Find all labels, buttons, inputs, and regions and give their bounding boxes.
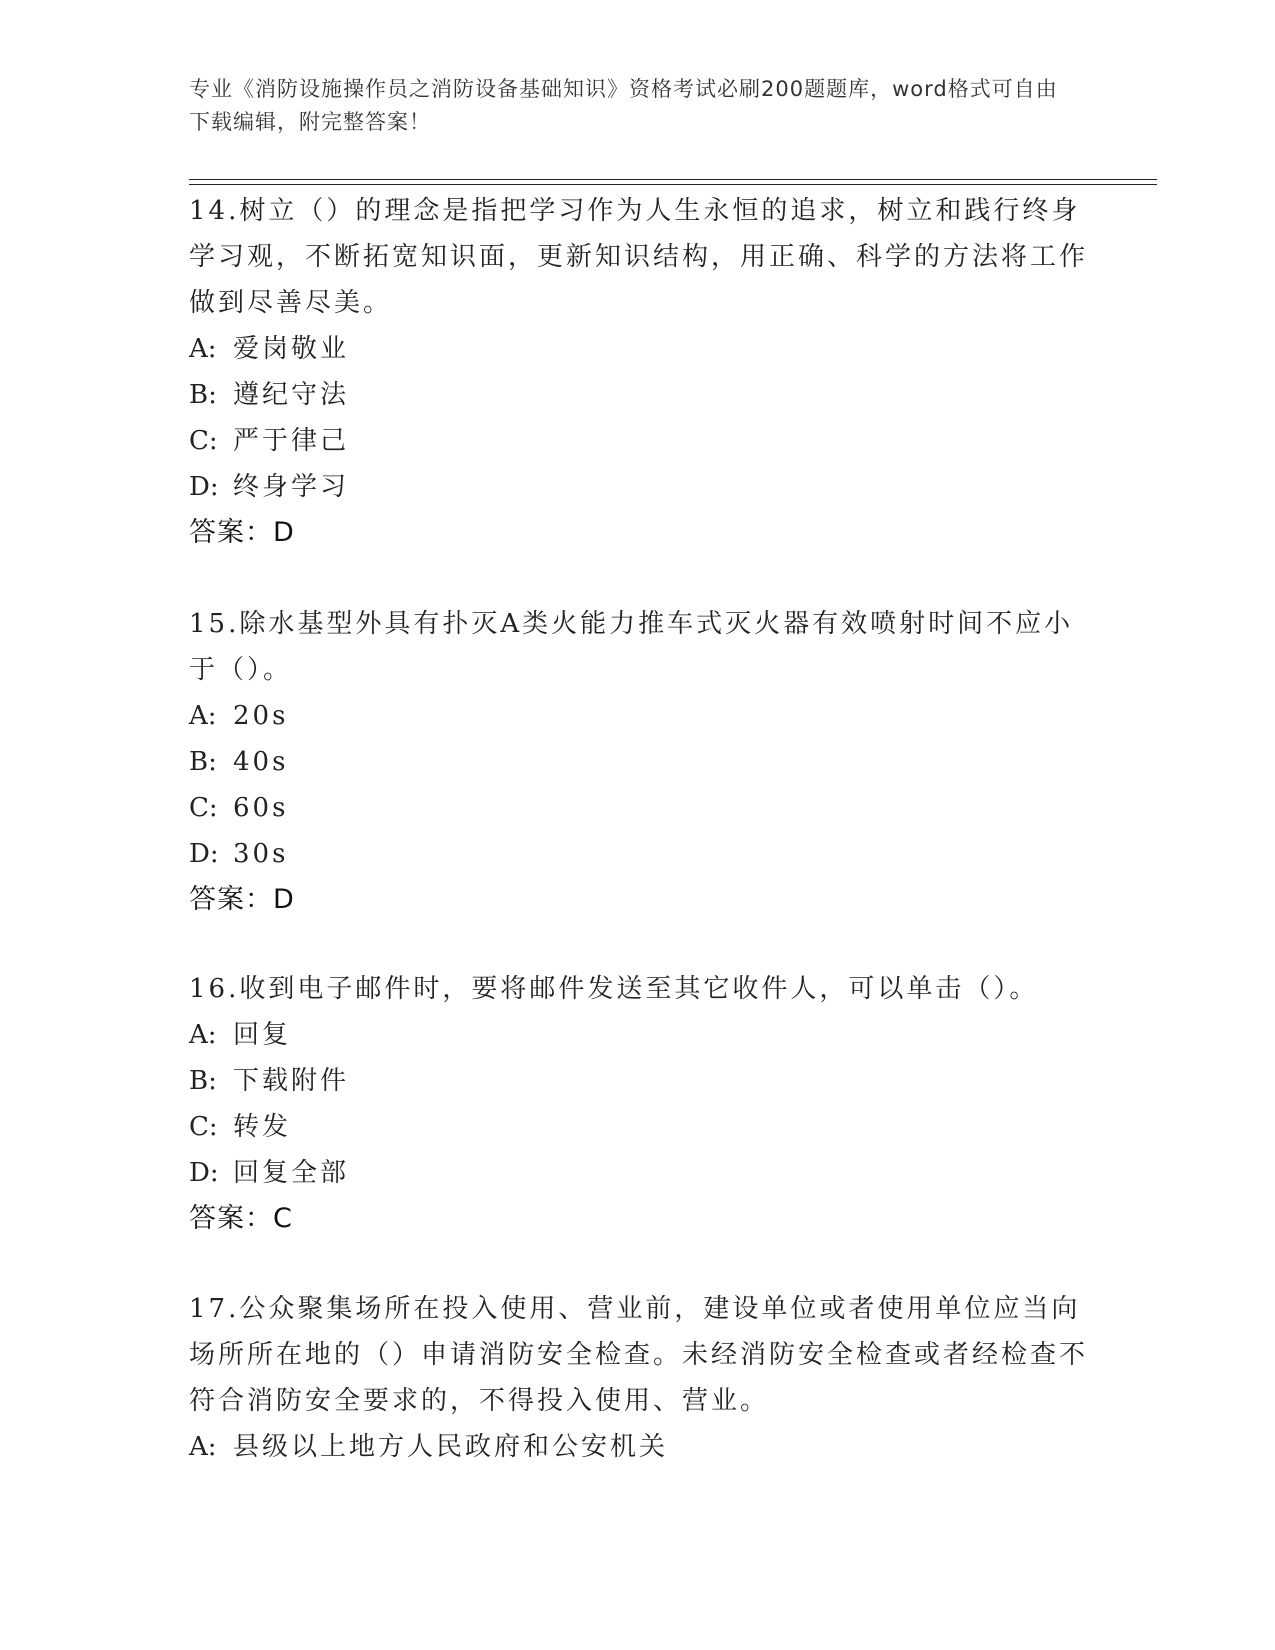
answer: 答案：D	[189, 517, 295, 548]
option-text: 严于律己	[233, 426, 350, 456]
option-a	[189, 693, 1089, 739]
option-key: A:	[189, 1432, 217, 1462]
document-header: 专业《消防设施操作员之消防设备基础知识》资格考试必刷200题题库，word格式可自由下载编辑，附完整答案！	[189, 77, 1058, 134]
option-a	[189, 1424, 1089, 1470]
option-key: C:	[189, 1112, 218, 1142]
option-text: 60s	[233, 793, 289, 823]
option-d	[189, 1150, 1089, 1196]
option-key: A:	[189, 1020, 217, 1050]
answer: 答案：C	[189, 1203, 293, 1234]
option-key: D:	[189, 839, 219, 869]
option-key: C:	[189, 793, 218, 823]
question-stem: 17.公众聚集场所在投入使用、营业前，建设单位或者使用单位应当向场所所在地的（）申请消防安全检查。未经消防安全检查或者经检查不符合消防安全要求的，不得投入使用、营业。	[189, 1294, 1089, 1416]
option-c	[189, 785, 1089, 831]
option-key: B:	[189, 1066, 217, 1096]
option-c	[189, 1104, 1089, 1150]
option-text: 30s	[233, 839, 289, 869]
option-text: 县级以上地方人民政府和公安机关	[233, 1432, 669, 1462]
option-a	[189, 1012, 1089, 1058]
option-d	[189, 831, 1089, 877]
option-text: 遵纪守法	[233, 380, 350, 410]
option-text: 下载附件	[233, 1066, 350, 1096]
option-key: A:	[189, 701, 217, 731]
question-stem: 16.收到电子邮件时，要将邮件发送至其它收件人，可以单击（）。	[189, 974, 1039, 1004]
question-stem: 15.除水基型外具有扑灭A类火能力推车式灭火器有效喷射时间不应小于（）。	[189, 609, 1074, 685]
option-c	[189, 418, 1089, 464]
option-b	[189, 1058, 1089, 1104]
option-key: C:	[189, 426, 218, 456]
question-15	[189, 601, 1089, 923]
option-a	[189, 326, 1089, 372]
option-key: B:	[189, 380, 217, 410]
option-text: 回复全部	[233, 1158, 350, 1188]
option-text: 回复	[233, 1020, 292, 1050]
question-16	[189, 966, 1089, 1242]
option-text: 终身学习	[233, 472, 350, 502]
option-key: B:	[189, 747, 217, 777]
option-key: D:	[189, 1158, 219, 1188]
option-d	[189, 464, 1089, 510]
option-text: 40s	[233, 747, 289, 777]
answer: 答案：D	[189, 884, 295, 915]
option-text: 转发	[233, 1112, 292, 1142]
option-text: 20s	[233, 701, 289, 731]
option-key: A:	[189, 334, 217, 364]
question-14	[189, 188, 1089, 556]
option-key: D:	[189, 472, 219, 502]
question-stem: 14.树立（）的理念是指把学习作为人生永恒的追求，树立和践行终身学习观，不断拓宽知识面，更新知识结构，用正确、科学的方法将工作做到尽善尽美。	[189, 196, 1089, 318]
question-17	[189, 1286, 1089, 1470]
option-b	[189, 739, 1089, 785]
header-divider-top	[189, 179, 1157, 180]
option-text: 爱岗敬业	[233, 334, 350, 364]
header-divider-bottom	[189, 184, 1157, 185]
option-b	[189, 372, 1089, 418]
